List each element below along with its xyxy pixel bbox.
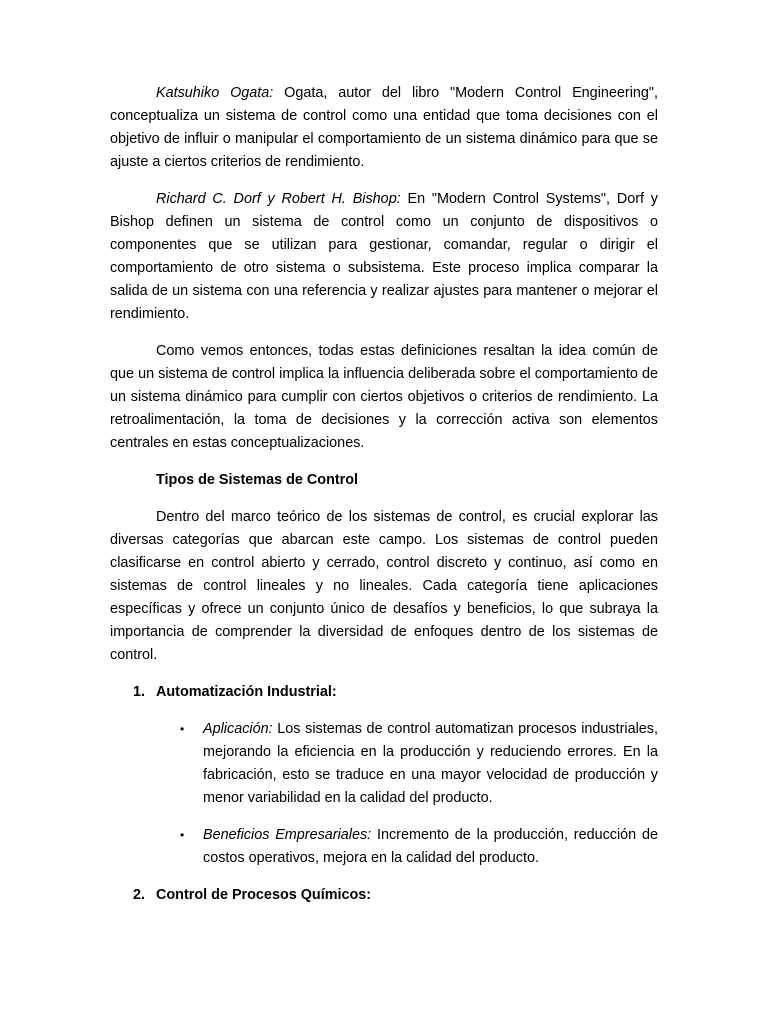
paragraph-text: Como vemos entonces, todas estas definiciones resaltan la idea común de que un sistema de control implica la influencia deliberada sobre el comportamiento de un sistema dinámico para cumplir con ciertos objetivos o criterios de rendimiento. La retroalimentación, la toma de decisiones y la corrección activa son elementos centrales en estas conceptualizaciones. — [110, 343, 658, 451]
paragraph-ogata — [110, 82, 658, 174]
paragraph-conclusion — [110, 340, 658, 455]
bullet-lead: Aplicación: — [203, 721, 273, 737]
section-heading: Tipos de Sistemas de Control — [156, 472, 359, 488]
list-item — [110, 718, 658, 810]
bullet-text: Incremento de la producción, reducción de costos operativos, mejora en la calidad del producto. — [203, 827, 658, 866]
author-name: Richard C. Dorf y Robert H. Bishop: — [156, 191, 401, 207]
paragraph-text: En "Modern Control Systems", Dorf y Bishop definen un sistema de control como un conjunto de dispositivos o componentes que se utilizan para gestionar, comandar, regular o dirigir el comportamiento de otro sistema o subsistema. Este proceso implica comparar la salida de un sistema con una referencia y realizar ajustes para mantener o mejorar el rendimiento. — [110, 191, 659, 322]
paragraph-section-intro — [110, 506, 658, 667]
bullet-icon: • — [180, 722, 185, 736]
author-name: Katsuhiko Ogata: — [156, 85, 274, 101]
numbered-item-2 — [110, 884, 658, 907]
paragraph-dorf-bishop — [110, 188, 658, 326]
item-title: Control de Procesos Químicos: — [156, 887, 372, 903]
item-title: Automatización Industrial: — [156, 684, 337, 700]
bullet-list — [110, 718, 658, 870]
paragraph-text: Ogata, autor del libro "Modern Control Engineering", conceptualiza un sistema de control como una entidad que toma decisiones con el objetivo de influir o manipular el comportamiento de un sistema dinámico para que se ajuste a ciertos criterios de rendimiento. — [110, 85, 658, 170]
document-page — [110, 82, 658, 921]
paragraph-text: Dentro del marco teórico de los sistemas de control, es crucial explorar las diversas categorías que abarcan este campo. Los sistemas de control pueden clasificarse en control abierto y cerrado, control discreto y continuo, así como en sistemas de control lineales y no lineales. Cada categoría tiene aplicaciones específicas y ofrece un conjunto único de desafíos y beneficios, lo que subraya la importancia de comprender la diversidad de enfoques dentro de los sistemas de control. — [110, 509, 658, 663]
bullet-text: Los sistemas de control automatizan procesos industriales, mejorando la eficiencia en la producción y reduciendo errores. En la fabricación, esto se traduce en una mayor velocidad de producción y menor variabilidad en la calidad del producto. — [203, 721, 658, 806]
list-item — [110, 824, 658, 870]
numbered-item-1 — [110, 681, 658, 704]
bullet-lead: Beneficios Empresariales: — [203, 827, 372, 843]
item-number: 1. — [133, 684, 146, 700]
item-number: 2. — [133, 887, 146, 903]
bullet-icon: • — [180, 828, 185, 842]
